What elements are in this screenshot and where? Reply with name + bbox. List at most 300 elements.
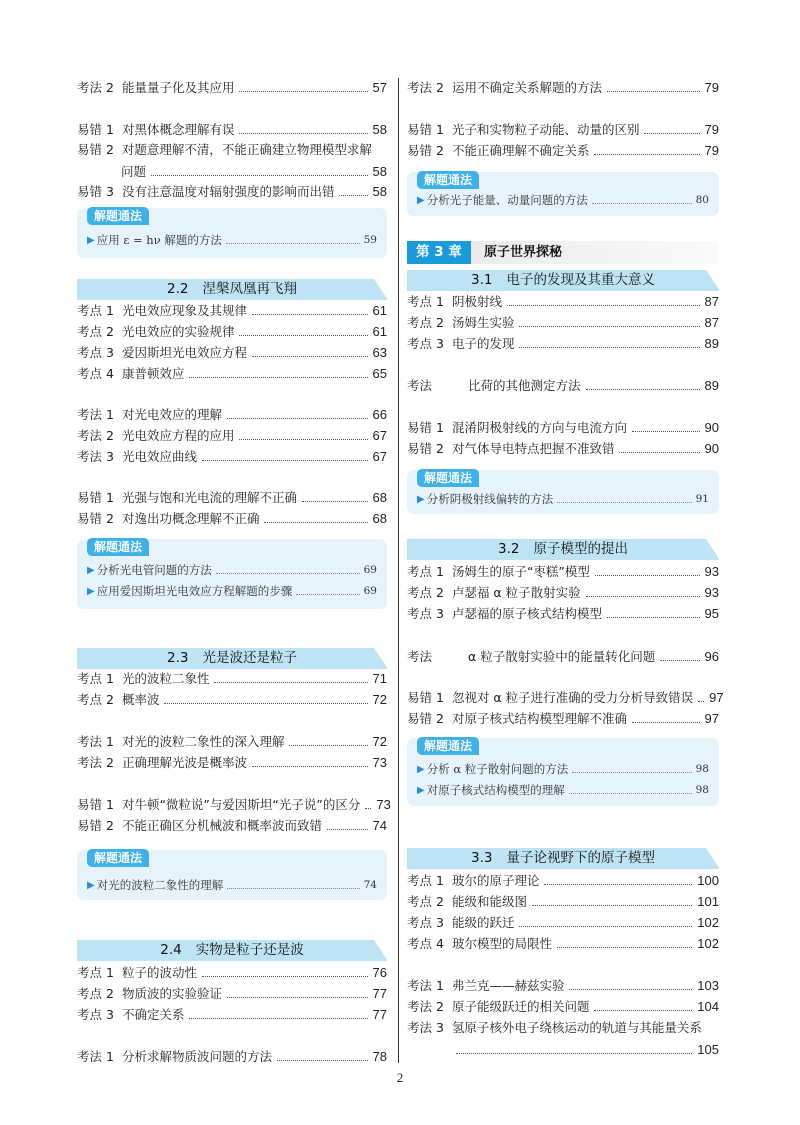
entry-label: 考法 1 [407, 978, 444, 993]
entry-page: 79 [704, 122, 719, 137]
tip-item[interactable] [87, 878, 377, 893]
entry-label: 考点 3 [407, 606, 444, 621]
toc-entry[interactable] [77, 1007, 387, 1023]
entry-label: 考点 2 [407, 585, 444, 600]
toc-entry[interactable] [407, 564, 719, 580]
entry-page: 97 [704, 711, 719, 726]
section-title: 实物是粒子还是波 [195, 942, 304, 958]
toc-entry[interactable] [77, 407, 387, 423]
dot-leader [227, 997, 368, 998]
entry-label: 易错 2 [77, 818, 114, 833]
dot-leader [456, 1053, 692, 1054]
section-title: 量子论视野下的原子模型 [506, 850, 655, 866]
dot-leader [619, 452, 699, 453]
toc-entry[interactable] [77, 692, 387, 708]
entry-label: 易错 1 [407, 690, 444, 705]
toc-entry-wrapped[interactable] [407, 1020, 719, 1058]
section-number: 3.3 [471, 850, 493, 866]
section-header[interactable] [407, 539, 719, 560]
toc-entry[interactable] [77, 303, 387, 319]
tip-item[interactable] [87, 563, 377, 578]
entry-label: 考法 2 [407, 80, 444, 95]
entry-title: 正确理解光波是概率波 [121, 755, 247, 770]
dot-leader [594, 154, 699, 155]
dot-leader [289, 745, 367, 746]
entry-page: 103 [697, 978, 719, 993]
triangle-right-icon: ▶ [417, 764, 425, 775]
entry-title: 光的波粒二象性 [121, 671, 210, 686]
toc-entry[interactable] [77, 449, 387, 465]
entry-title: 不确定关系 [121, 1007, 185, 1022]
section-number: 2.2 [167, 281, 189, 297]
dot-leader [644, 133, 699, 134]
section-title: 光是波还是粒子 [202, 650, 297, 666]
tip-item-text: 应用爱因斯坦光电效应方程解题的步骤 [96, 584, 293, 598]
tip-item-text: 分析 α 粒子散射问题的方法 [426, 762, 569, 776]
dot-leader [632, 722, 700, 723]
toc-entry[interactable] [407, 915, 719, 931]
entry-page: 72 [372, 692, 387, 707]
entry-label: 考点 2 [77, 986, 114, 1001]
entry-label: 易错 2 [77, 511, 114, 526]
tip-label: 解题通法 [417, 737, 479, 755]
triangle-right-icon: ▶ [87, 586, 95, 597]
toc-entry[interactable] [407, 649, 719, 665]
entry-page: 77 [372, 986, 387, 1001]
dot-leader [586, 389, 700, 390]
entry-page: 72 [372, 734, 387, 749]
dot-leader [252, 766, 368, 767]
entry-label: 考点 1 [407, 873, 444, 888]
tip-item-text: 分析光子能量、动量问题的方法 [426, 193, 588, 207]
chapter-title: 原子世界探秘 [484, 245, 563, 260]
toc-entry[interactable] [407, 294, 719, 310]
toc-entry[interactable] [77, 734, 387, 750]
tip-box [77, 208, 387, 258]
entry-title: 对逸出功概念理解不正确 [121, 511, 260, 526]
entry-page: 93 [704, 564, 719, 579]
toc-entry[interactable] [77, 428, 387, 444]
entry-label: 考法 [407, 649, 433, 664]
tip-box [407, 738, 719, 806]
dot-leader [302, 501, 368, 502]
entry-page: 66 [372, 407, 387, 422]
entry-page: 61 [372, 303, 387, 318]
triangle-right-icon: ▶ [87, 235, 95, 246]
entry-title: 对光的波粒二象性的深入理解 [121, 734, 285, 749]
section-title: 涅槃凤凰再飞翔 [202, 281, 297, 297]
tip-item[interactable] [417, 193, 709, 208]
entry-page: 101 [697, 894, 719, 909]
entry-label: 易错 2 [407, 441, 444, 456]
entry-page: 104 [697, 999, 719, 1014]
entry-label: 考点 4 [407, 936, 444, 951]
entry-page: 67 [372, 428, 387, 443]
entry-page: 76 [372, 965, 387, 980]
entry-page: 89 [704, 336, 719, 351]
entry-title: 弗兰克——赫兹实验 [451, 978, 565, 993]
tip-item-page: 98 [695, 763, 709, 775]
tip-box [77, 539, 387, 609]
dot-leader [239, 91, 367, 92]
tip-item-page: 98 [695, 784, 709, 796]
tip-label: 解题通法 [417, 469, 479, 487]
dot-leader [202, 976, 368, 977]
entry-label: 考法 3 [407, 1020, 444, 1035]
toc-entry[interactable] [77, 797, 391, 813]
tip-item-page: 69 [363, 564, 377, 576]
entry-label: 考法 2 [77, 80, 114, 95]
entry-label: 考点 3 [407, 336, 444, 351]
entry-page: 68 [372, 511, 387, 526]
entry-page: 71 [372, 671, 387, 686]
toc-entry[interactable] [77, 1049, 387, 1065]
dot-leader [595, 575, 700, 576]
dot-leader [327, 829, 368, 830]
entry-page: 87 [704, 315, 719, 330]
toc-entry[interactable] [77, 122, 387, 138]
chapter-header[interactable] [407, 241, 719, 264]
entry-label: 易错 1 [77, 490, 114, 505]
entry-title: 能量量子化及其应用 [121, 80, 235, 95]
entry-title: 对题意理解不清，不能正确建立物理模型求解 [121, 142, 372, 157]
dot-leader [227, 418, 368, 419]
entry-label: 考点 1 [77, 965, 114, 980]
toc-entry[interactable] [77, 818, 387, 834]
dot-leader [164, 703, 367, 704]
entry-page: 87 [704, 294, 719, 309]
toc-entry[interactable] [407, 420, 719, 436]
entry-label: 考点 1 [407, 564, 444, 579]
entry-page: 90 [704, 420, 719, 435]
entry-title: 汤姆生的原子“枣糕”模型 [451, 564, 590, 579]
triangle-right-icon: ▶ [417, 494, 425, 505]
dot-leader [698, 701, 704, 702]
entry-title: 光电效应现象及其规律 [121, 303, 247, 318]
entry-page: 73 [372, 755, 387, 770]
entry-title: 比荷的其他测定方法 [468, 378, 581, 393]
entry-label: 考法 [407, 378, 433, 393]
tip-item-text: 分析阴极射线偏转的方法 [426, 492, 554, 506]
entry-label: 易错 1 [77, 122, 114, 137]
entry-title: 光电效应方程的应用 [121, 428, 235, 443]
toc-entry[interactable] [407, 80, 719, 96]
dot-leader [239, 335, 367, 336]
entry-label: 考点 4 [77, 366, 114, 381]
entry-page: 96 [704, 649, 719, 664]
dot-leader [607, 91, 700, 92]
dot-leader [519, 347, 699, 348]
toc-entry[interactable] [77, 671, 387, 687]
entry-label: 考点 3 [77, 1007, 114, 1022]
dot-leader [202, 460, 368, 461]
toc-entry[interactable] [407, 711, 719, 727]
tip-item-text: 分析光电管问题的方法 [96, 563, 212, 577]
entry-title: 光电效应曲线 [121, 449, 197, 464]
entry-label: 考点 1 [407, 294, 444, 309]
toc-entry[interactable] [77, 490, 387, 506]
dot-leader [632, 431, 700, 432]
entry-page: 102 [697, 915, 719, 930]
dot-leader [557, 502, 691, 503]
toc-entry[interactable] [407, 873, 719, 889]
entry-page: 79 [704, 80, 719, 95]
entry-label: 易错 2 [77, 142, 114, 157]
tip-item-page: 59 [363, 234, 377, 246]
toc-entry[interactable] [407, 999, 719, 1015]
dot-leader [264, 522, 367, 523]
dot-leader [532, 905, 692, 906]
entry-title: 光电效应的实验规律 [121, 324, 235, 339]
entry-title: 分析求解物质波问题的方法 [121, 1049, 272, 1064]
entry-page: 57 [372, 80, 387, 95]
section-header[interactable] [407, 848, 719, 869]
dot-leader [365, 808, 371, 809]
entry-label: 考点 3 [407, 915, 444, 930]
section-title: 原子模型的提出 [533, 541, 628, 557]
dot-leader [660, 660, 699, 661]
tip-item[interactable] [417, 783, 709, 798]
triangle-right-icon: ▶ [87, 880, 95, 891]
entry-label: 易错 2 [407, 143, 444, 158]
entry-label: 易错 1 [77, 797, 114, 812]
page-number: 2 [396, 1070, 404, 1085]
dot-leader [519, 326, 699, 327]
toc-entry[interactable] [407, 936, 719, 952]
dot-leader [252, 356, 368, 357]
entry-page: 74 [372, 818, 387, 833]
tip-label: 解题通法 [87, 207, 149, 225]
dot-leader [189, 1018, 367, 1019]
toc-entry[interactable] [407, 122, 719, 138]
entry-label: 易错 1 [407, 122, 444, 137]
toc-entry[interactable] [77, 965, 387, 981]
dot-leader [607, 617, 700, 618]
tip-item[interactable] [417, 492, 709, 507]
dot-leader [592, 203, 692, 204]
section-header[interactable] [77, 648, 387, 669]
section-title: 电子的发现及其重大意义 [506, 272, 655, 288]
triangle-right-icon: ▶ [87, 565, 95, 576]
entry-title: 阴极射线 [451, 294, 502, 309]
entry-title: 对气体导电特点把握不准致错 [451, 441, 615, 456]
entry-title: 不能正确区分机械波和概率波而致错 [121, 818, 322, 833]
entry-page: 90 [704, 441, 719, 456]
entry-page: 58 [372, 122, 387, 137]
entry-label: 易错 1 [407, 420, 444, 435]
entry-title: 粒子的波动性 [121, 965, 197, 980]
entry-label: 考法 1 [77, 734, 114, 749]
entry-title: 原子能级跃迁的相关问题 [451, 999, 590, 1014]
entry-title-continued: 问题 [121, 164, 147, 179]
toc-entry[interactable] [77, 366, 387, 382]
section-header[interactable] [77, 279, 387, 300]
entry-label: 考点 2 [77, 324, 114, 339]
dot-leader [507, 305, 700, 306]
entry-page: 73 [376, 797, 391, 812]
toc-entry[interactable] [407, 336, 719, 352]
entry-page: 105 [697, 1042, 719, 1057]
entry-title: 爱因斯坦光电效应方程 [121, 345, 247, 360]
dot-leader [594, 1010, 692, 1011]
dot-leader [239, 133, 367, 134]
entry-label: 考点 2 [407, 894, 444, 909]
entry-title: 光强与饱和光电流的理解不正确 [121, 490, 297, 505]
entry-title: 运用不确定关系解题的方法 [451, 80, 602, 95]
dot-leader [216, 573, 360, 574]
entry-page: 79 [704, 143, 719, 158]
toc-entry[interactable] [407, 606, 719, 622]
dot-leader [544, 884, 692, 885]
toc-entry[interactable] [407, 441, 719, 457]
dot-leader [569, 793, 692, 794]
tip-item-page: 80 [695, 194, 709, 206]
entry-label: 考点 2 [77, 692, 114, 707]
chapter-tag: 第 3 章 [407, 241, 471, 264]
section-header[interactable] [77, 940, 387, 961]
toc-entry-wrapped[interactable] [77, 142, 387, 180]
toc-entry[interactable] [407, 978, 719, 994]
dot-leader [572, 772, 691, 773]
tip-item[interactable] [87, 233, 377, 248]
section-number: 3.2 [498, 541, 520, 557]
tip-item[interactable] [87, 584, 377, 599]
dot-leader [214, 682, 367, 683]
entry-label: 考法 1 [77, 407, 114, 422]
section-number: 2.3 [167, 650, 189, 666]
toc-entry[interactable] [77, 80, 387, 96]
entry-title: 氢原子核外电子绕核运动的轨道与其能量关系 [451, 1020, 702, 1035]
column-divider [398, 78, 399, 1063]
triangle-right-icon: ▶ [417, 785, 425, 796]
dot-leader [189, 377, 367, 378]
toc-entry[interactable] [77, 511, 387, 527]
entry-title: 对黑体概念理解有误 [121, 122, 235, 137]
entry-page: 78 [372, 1049, 387, 1064]
entry-label: 考点 2 [407, 315, 444, 330]
tip-item-page: 91 [695, 493, 709, 505]
dot-leader [296, 594, 359, 595]
entry-page: 68 [372, 490, 387, 505]
entry-title: 概率波 [121, 692, 160, 707]
dot-leader [252, 314, 368, 315]
toc-entry[interactable] [407, 315, 719, 331]
tip-box [407, 470, 719, 514]
entry-title: 忽视对 α 粒子进行准确的受力分析导致错误 [451, 690, 694, 705]
entry-title: 卢瑟福 α 粒子散射实验 [451, 585, 581, 600]
entry-page: 95 [704, 606, 719, 621]
dot-leader [226, 243, 360, 244]
tip-item-text: 应用 ε = hν 解题的方法 [96, 233, 222, 247]
entry-title: 光子和实物粒子动能、动量的区别 [451, 122, 640, 137]
tip-label: 解题通法 [417, 171, 479, 189]
toc-entry[interactable] [77, 986, 387, 1002]
entry-title: 玻尔的原子理论 [451, 873, 540, 888]
toc-entry[interactable] [407, 585, 719, 601]
dot-leader [227, 888, 359, 889]
entry-page: 93 [704, 585, 719, 600]
entry-page: 102 [697, 936, 719, 951]
entry-label: 考法 3 [77, 449, 114, 464]
dot-leader [519, 926, 692, 927]
entry-page: 67 [372, 449, 387, 464]
tip-label: 解题通法 [87, 849, 149, 867]
triangle-right-icon: ▶ [417, 195, 425, 206]
entry-title: 对光电效应的理解 [121, 407, 222, 422]
entry-page: 100 [697, 873, 719, 888]
entry-title: 汤姆生实验 [451, 315, 515, 330]
entry-title: 物质波的实验验证 [121, 986, 222, 1001]
dot-leader [151, 175, 368, 176]
entry-label: 易错 3 [77, 184, 114, 199]
tip-label: 解题通法 [87, 538, 149, 556]
entry-title: 能级和能级图 [451, 894, 527, 909]
entry-title: 对原子核式结构模型理解不准确 [451, 711, 627, 726]
dot-leader [277, 1060, 368, 1061]
entry-page: 63 [372, 345, 387, 360]
entry-label: 考点 1 [77, 303, 114, 318]
tip-item-page: 69 [363, 585, 377, 597]
entry-page: 58 [372, 164, 387, 179]
entry-title: 电子的发现 [451, 336, 515, 351]
entry-title: 玻尔模型的局限性 [451, 936, 552, 951]
dot-leader [586, 596, 700, 597]
tip-item[interactable] [417, 762, 709, 777]
entry-page: 58 [372, 184, 387, 199]
entry-title: 没有注意温度对辐射强度的影响而出错 [121, 184, 335, 199]
entry-page: 65 [372, 366, 387, 381]
tip-box [407, 172, 719, 216]
dot-leader [239, 439, 367, 440]
entry-title: 卢瑟福的原子核式结构模型 [451, 606, 602, 621]
section-number: 3.1 [471, 272, 493, 288]
toc-entry[interactable] [407, 690, 724, 706]
entry-label: 考点 3 [77, 345, 114, 360]
entry-title: 能级的跃迁 [451, 915, 515, 930]
entry-label: 考法 2 [407, 999, 444, 1014]
toc-entry[interactable] [407, 894, 719, 910]
entry-title: 对牛顿“微粒说”与爱因斯坦“光子说”的区分 [121, 797, 361, 812]
entry-page: 89 [704, 378, 719, 393]
entry-label: 考法 1 [77, 1049, 114, 1064]
tip-item-text: 对光的波粒二象性的理解 [96, 878, 224, 892]
entry-page: 61 [372, 324, 387, 339]
entry-title: α 粒子散射实验中的能量转化问题 [468, 649, 656, 664]
toc-entry[interactable] [407, 143, 719, 159]
section-number: 2.4 [160, 942, 182, 958]
dot-leader [557, 947, 692, 948]
entry-label: 考点 1 [77, 671, 114, 686]
tip-item-text: 对原子核式结构模型的理解 [426, 783, 565, 797]
toc-entry[interactable] [77, 184, 387, 200]
dot-leader [339, 195, 367, 196]
tip-box [77, 850, 387, 900]
entry-title: 康普顿效应 [121, 366, 185, 381]
entry-label: 易错 2 [407, 711, 444, 726]
tip-item-page: 74 [363, 879, 377, 891]
toc-entry[interactable] [77, 755, 387, 771]
toc-entry[interactable] [407, 378, 719, 394]
entry-title: 不能正确理解不确定关系 [451, 143, 590, 158]
entry-title: 混淆阴极射线的方向与电流方向 [451, 420, 627, 435]
section-header[interactable] [407, 270, 719, 291]
entry-page: 97 [709, 690, 724, 705]
toc-entry[interactable] [77, 324, 387, 340]
entry-page: 77 [372, 1007, 387, 1022]
entry-label: 考法 2 [77, 428, 114, 443]
dot-leader [569, 989, 692, 990]
toc-entry[interactable] [77, 345, 387, 361]
